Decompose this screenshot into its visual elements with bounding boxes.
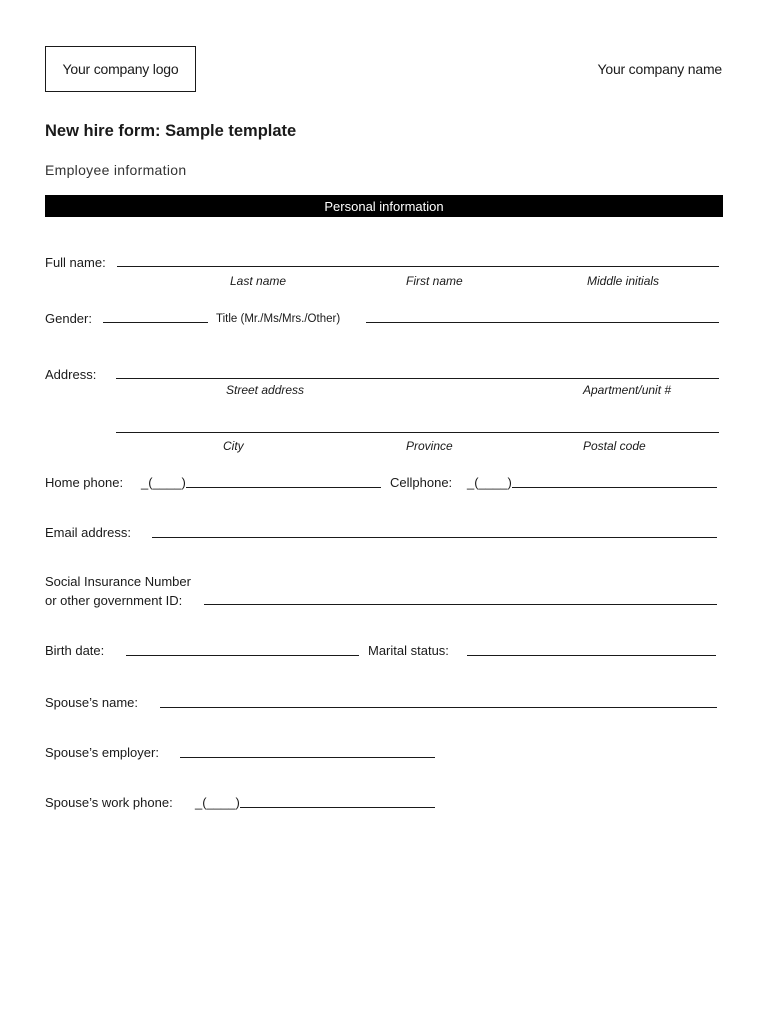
- postal-code-caption: Postal code: [583, 439, 646, 453]
- cellphone-label: Cellphone:: [390, 475, 453, 490]
- gender-label: Gender:: [45, 311, 92, 326]
- city-province-field[interactable]: [116, 432, 719, 433]
- spouse-work-phone-field[interactable]: [240, 807, 435, 808]
- spouse-employer-field[interactable]: [180, 757, 435, 758]
- marital-status-label: Marital status:: [368, 643, 449, 658]
- street-address-caption: Street address: [226, 383, 305, 397]
- spouse-work-phone-label: Spouse’s work phone:: [45, 795, 173, 810]
- cellphone-area-code[interactable]: _(____): [467, 475, 512, 490]
- address-label: Address:: [45, 367, 97, 382]
- government-id-field[interactable]: [204, 604, 717, 605]
- full-name-label: Full name:: [45, 255, 106, 270]
- page-title: New hire form: Sample template: [45, 122, 297, 140]
- home-phone-label: Home phone:: [45, 475, 124, 490]
- street-address-field[interactable]: [116, 378, 719, 379]
- birth-date-label: Birth date:: [45, 643, 105, 658]
- home-phone-area-code[interactable]: _(____): [141, 475, 186, 490]
- province-caption: Province: [406, 439, 453, 453]
- spouse-name-field[interactable]: [160, 707, 717, 708]
- birth-date-field[interactable]: [126, 655, 359, 656]
- company-name: Your company name: [597, 61, 722, 77]
- spouse-name-label: Spouse’s name:: [45, 695, 138, 710]
- sin-label-line1: Social Insurance Number: [45, 574, 191, 589]
- spouse-work-phone-area-code[interactable]: _(____): [195, 795, 240, 810]
- title-field[interactable]: [366, 322, 719, 323]
- middle-initials-caption: Middle initials: [587, 274, 660, 288]
- section-bar-title: Personal information: [324, 198, 444, 214]
- email-field[interactable]: [152, 537, 717, 538]
- apartment-caption: Apartment/unit #: [583, 383, 672, 397]
- last-name-caption: Last name: [230, 274, 287, 288]
- marital-status-field[interactable]: [467, 655, 716, 656]
- company-logo-placeholder: [45, 46, 196, 92]
- email-label: Email address:: [45, 525, 131, 540]
- sin-label-line2: or other government ID:: [45, 593, 183, 608]
- city-caption: City: [223, 439, 244, 453]
- first-name-caption: First name: [406, 274, 463, 288]
- cellphone-field[interactable]: [512, 487, 717, 488]
- logo-text: Your company logo: [62, 61, 179, 77]
- section-title: Employee information: [45, 162, 187, 178]
- spouse-employer-label: Spouse’s employer:: [45, 745, 159, 760]
- title-label: Title (Mr./Ms/Mrs./Other): [216, 313, 341, 325]
- full-name-field[interactable]: [117, 266, 719, 267]
- section-bar: [45, 195, 723, 217]
- gender-field[interactable]: [103, 322, 208, 323]
- home-phone-field[interactable]: [186, 487, 381, 488]
